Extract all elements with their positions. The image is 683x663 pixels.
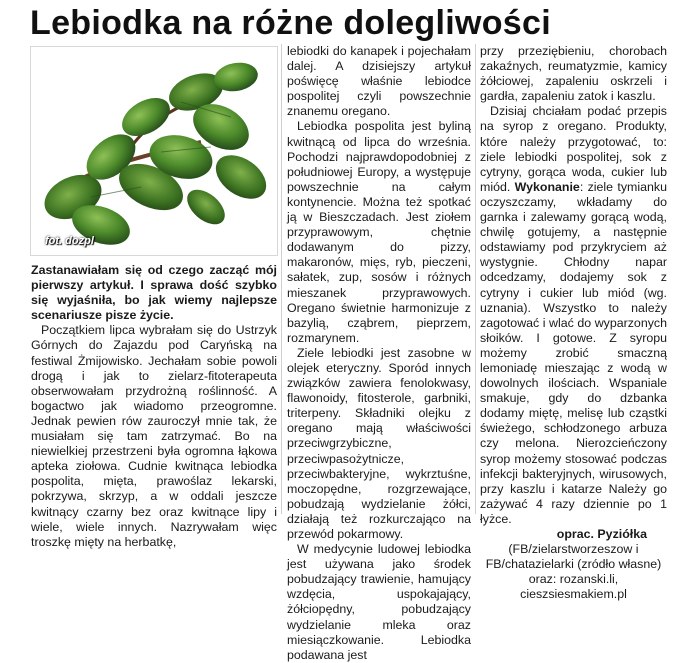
column-3 bbox=[480, 44, 667, 602]
paragraph: W medycynie ludowej lebiodka jest używana jako środek pobudzający trawienie, hamujący wzdęcia, uspokajający, żółciopędny, pobudzający wydzielanie mleka oraz miesiączkowanie. Lebiodka podawana jest bbox=[287, 542, 471, 662]
article-title: Lebiodka na różne dolegliwości bbox=[30, 4, 551, 42]
paragraph: Początkiem lipca wybrałam się do Ustrzyk Górnych do Zajazdu pod Caryńską na festiwal Żmijowisko. Jechałam sobie powoli drogą i jak to zielarz-fitoterapeuta obserwowałam przydrożną roślinność. A bogactwo jak wiadomo przeogromne. Jednak pewien rów zauroczył mnie tak, że musiałam się tam zatrzymać. Bo na niewielkiej przestrzeni była ogromna łąkowa apteka ziołowa. Cudnie kwitnąca lebiodka pospolita, mięta, prawoślaz lekarski, pokrzywa, skrzyp, a w oddali jeszcze kwitnący czarny bez oraz kwitnące lipy i wiele, wiele innych. Nazrywałam więc troszkę mięty na herbatkę, bbox=[31, 323, 277, 549]
paragraph bbox=[480, 104, 667, 527]
oregano-sprig-image bbox=[31, 47, 277, 255]
article-lead: Zastanawiałam się od czego zacząć mój pierwszy artykuł. I sprawa dość szybko się wyjaśniła, bo jak wiemy najlepsze scenariusze pisze życie. bbox=[31, 263, 277, 323]
paragraph: lebiodki do kanapek i pojechałam dalej. A dzisiejszy artykuł poświęcę właśnie lebiodce pospolitej czyli powszechnie znanemu oregano. bbox=[287, 44, 471, 119]
recipe-heading: Wykonanie bbox=[514, 179, 580, 194]
sources: (FB/zielarstworzeszow i FB/chatazielarki (zródło własne) oraz: rozanski.li, cieszsiesmakiem.pl bbox=[485, 542, 662, 602]
column-1 bbox=[31, 263, 277, 550]
photo-credit: fot. dozpl bbox=[45, 235, 94, 247]
paragraph: Ziele lebiodki jest zasobne w olejek eteryczny. Sporód innych związków zawiera fenolokwasy, flawonoidy, fitosterole, garbniki, triterpeny. Składniki olejku z oregano mają właściwości przeciwgrzybiczne, przeciwpasożytnicze, przeciwbakteryjne, wykrztuśne, moczopędne, rozgrzewające, pobudzają wydzielanie żółci, działają też rozkurczająco na przewód pokarmowy. bbox=[287, 345, 471, 541]
paragraph: przy przeziębieniu, chorobach zakaźnych, reumatyzmie, kamicy żółciowej, zapaleniu oskrzeli i gardła, zapaleniu zatok i kaszlu. bbox=[480, 44, 667, 104]
column-2 bbox=[287, 44, 471, 663]
recipe-intro: Dzisiaj chciałam podać przepis na syrop z oregano. Produkty, które należy przygotować, to: ziele lebiodki pospolitej, sok z cytryny, gorąca woda, cukier lub miód. bbox=[480, 104, 667, 194]
oregano-photo bbox=[30, 46, 278, 256]
author-signature: oprac. Pyziółka bbox=[556, 527, 647, 541]
column-divider bbox=[281, 44, 282, 514]
recipe-steps: : ziele tymianku oczyszczamy, wkładamy do garnka i zalewamy gorącą wodą, chwilę gotujemy, a następnie odstawiamy pod przykryciem aż wystygnie. Chłodny napar odcedzamy, dodajemy sok z cytryny i cukier lub miód (wg. uznania). Wszystko to należy zagotować i wlać do wyparzonych słoików. I gotowe. Z syropu możemy zrobić smaczną lemoniadę mieszając z wodą w dowolnych ilościach. Wspaniale smakuje, gdy do dzbanka dodamy miętę, melisę lub cząstki świeżego, schłodzonego arbuza czy melona. Nierozcieńczony syrop możemy stosować podczas infekcji bakteryjnych, wirusowych, przy kaszlu i katarze Należy go zażywać 4 razy dziennie po 1 łyżce. bbox=[480, 179, 667, 526]
column-divider bbox=[475, 44, 476, 514]
paragraph: Lebiodka pospolita jest byliną kwitnącą od lipca do września. Pochodzi najprawdopodobniej z południowej Europy, a występuje powszechnie na całym kontynencie. Można też spotkać ją w Bieszczadach. Jest ziołem przyprawowym, chętnie dodawanym do pizzy, makaronów, mięs, ryb, pieczeni, sałatek, zup, sosów i różnych mieszanek przyprawowych. Oregano świetnie harmonizuje z bazylią, cząbrem, pieprzem, rozmarynem. bbox=[287, 119, 471, 345]
